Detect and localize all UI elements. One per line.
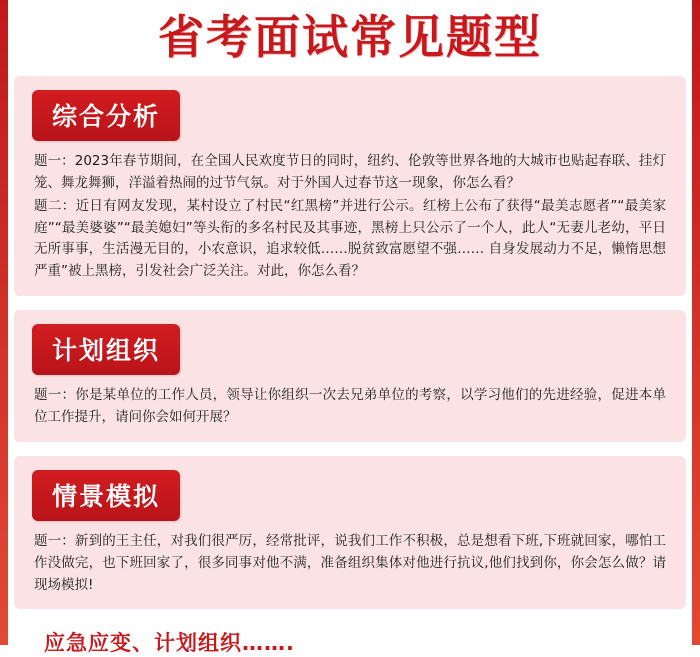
right-edge-bar <box>692 0 700 645</box>
footer-note: 应急应变、计划组织……. <box>44 631 295 656</box>
section-body <box>14 151 686 283</box>
section-comprehensive-analysis <box>14 76 686 296</box>
question-item: 题一：新到的王主任，对我们很严厉，经常批评，说我们工作不积极，总是想看下班,下班就回家，哪怕工作没做完，也下班回家了，很多同事对他不满，准备组织集体对他进行抗议,他们找到你，你会怎么做？请现场模拟! <box>34 532 666 593</box>
section-body <box>14 385 686 429</box>
left-edge-bar <box>0 0 8 645</box>
section-body <box>14 531 686 597</box>
question-item: 题一：你是某单位的工作人员，领导让你组织一次去兄弟单位的考察，以学习他们的先进经验，促进本单位工作提升，请问你会如何开展？ <box>34 387 666 426</box>
question-item: 题一：2023年春节期间，在全国人民欢度节日的同时，纽约、伦敦等世界各地的大城市也贴起春联、挂灯笼、舞龙舞狮，洋溢着热闹的过节气氛。对于外国人过春节这一现象，你怎么看？ <box>34 153 666 191</box>
section-header-label: 计划组织 <box>32 324 180 375</box>
section-header-label: 综合分析 <box>32 90 180 141</box>
section-planning-organization <box>14 310 686 442</box>
section-situational-simulation <box>14 456 686 610</box>
question-item: 题二：近日有网友发现，某村设立了村民“红黑榜”并进行公示。红榜上公布了获得“最美志愿者”“最美家庭”“最美婆婆”“最美媳妇”等头衔的多名村民及其事迹，黑榜上只公示了一个人，此人“无妻儿老幼，平日无所事事，生活漫无目的，小农意识，追求较低……脱贫致富愿望不强…… 自身发展动力不足，懒惰思想严重”被上黑榜，引发社会广泛关注。对此，你怎么看？ <box>34 197 666 280</box>
section-header-label: 情景模拟 <box>32 470 180 521</box>
page-title: 省考面试常见题型 <box>158 10 542 64</box>
